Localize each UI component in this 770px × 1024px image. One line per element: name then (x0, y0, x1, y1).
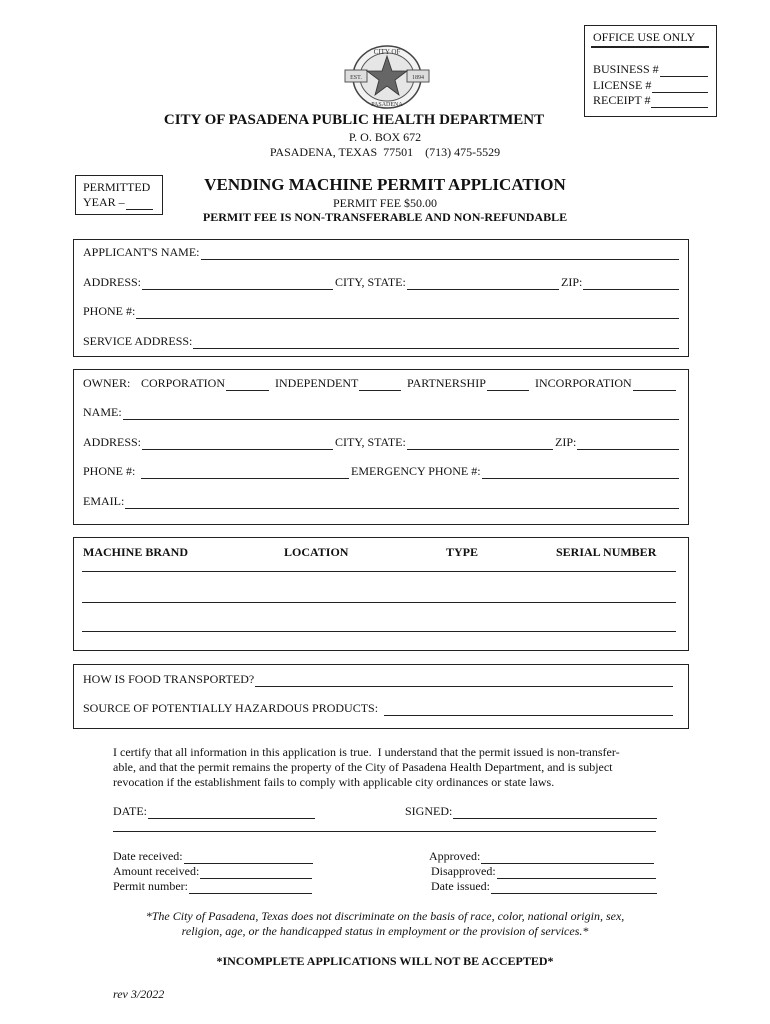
department-address: PASADENA, TEXAS 77501 (713) 475-5529 (269, 145, 501, 159)
permitted-label: PERMITTED (83, 180, 151, 194)
receipt-number-label: RECEIPT # (593, 93, 651, 107)
applicant-section (73, 239, 689, 357)
machine-row-3[interactable] (82, 631, 676, 632)
date-received-field[interactable] (113, 849, 313, 864)
date-issued-field[interactable] (431, 879, 657, 894)
department-title: CITY OF PASADENA PUBLIC HEALTH DEPARTMENT (163, 112, 545, 128)
type-header: TYPE (446, 545, 479, 559)
office-use-box (584, 25, 717, 117)
service-address-label: SERVICE ADDRESS: (83, 334, 193, 348)
disapproved-field[interactable] (431, 864, 656, 879)
seal-est: EST. (350, 75, 362, 81)
owner-zip-field[interactable] (555, 435, 679, 450)
applicant-city-state-field[interactable] (335, 275, 559, 290)
date-issued-label: Date issued: (431, 879, 490, 893)
emergency-phone-label: EMERGENCY PHONE #: (351, 464, 481, 478)
applicant-address-field[interactable] (83, 275, 333, 290)
owner-city-state-label: CITY, STATE: (335, 435, 406, 449)
permitted-year-label: YEAR – (83, 195, 125, 209)
serial-number-header: SERIAL NUMBER (556, 545, 657, 559)
partnership-option[interactable] (407, 376, 529, 391)
license-number-field[interactable] (593, 78, 708, 93)
incorporation-label: INCORPORATION (535, 376, 632, 390)
approved-field[interactable] (429, 849, 654, 864)
business-number-label: BUSINESS # (593, 62, 659, 76)
seal-text-top: CITY OF (373, 48, 401, 56)
date-received-label: Date received: (113, 849, 183, 863)
hazardous-source-label: SOURCE OF POTENTIALLY HAZARDOUS PRODUCTS: (83, 701, 379, 715)
machine-row-1[interactable] (82, 571, 676, 572)
partnership-label: PARTNERSHIP (407, 376, 486, 390)
revision-date: rev 3/2022 (113, 987, 165, 1001)
certify-line-1: I certify that all information in this application is true. I understand that the permit issued is non-transfer- (113, 745, 620, 759)
food-transport-label: HOW IS FOOD TRANSPORTED? (83, 672, 255, 686)
nondiscrimination-line-2: religion, age, or the handicapped status in employment or the provision of services.* (181, 924, 589, 938)
permit-number-field[interactable] (113, 879, 312, 894)
owner-zip-label: ZIP: (555, 435, 577, 449)
applicant-zip-field[interactable] (561, 275, 679, 290)
food-section (73, 664, 689, 729)
signed-label: SIGNED: (405, 804, 453, 818)
food-transport-field[interactable] (83, 672, 673, 687)
seal-year: 1894 (412, 75, 424, 81)
machine-row-2[interactable] (82, 602, 676, 603)
owner-email-field[interactable] (83, 494, 679, 509)
amount-received-field[interactable] (113, 864, 312, 879)
form-title: VENDING MACHINE PERMIT APPLICATION (204, 175, 566, 194)
license-number-label: LICENSE # (593, 78, 652, 92)
applicant-city-state-label: CITY, STATE: (335, 275, 406, 289)
office-divider-line (113, 831, 656, 832)
nondiscrimination-line-1: *The City of Pasadena, Texas does not discriminate on the basis of race, color, national origin, sex, (145, 909, 625, 923)
machine-section (73, 537, 689, 651)
business-number-field[interactable] (593, 62, 708, 77)
service-address-field[interactable] (83, 334, 679, 349)
city-seal-logo (343, 44, 431, 110)
signed-field[interactable] (405, 804, 657, 819)
applicant-phone-field[interactable] (83, 304, 679, 319)
seal-text-bottom: PASADENA (371, 102, 403, 108)
corporation-option[interactable] (141, 376, 269, 391)
owner-phone-field[interactable] (83, 464, 349, 479)
fee-notice: PERMIT FEE IS NON-TRANSFERABLE AND NON-REFUNDABLE (202, 210, 568, 224)
office-use-divider (591, 46, 709, 48)
disapproved-label: Disapproved: (431, 864, 496, 878)
owner-address-field[interactable] (83, 435, 333, 450)
applicant-phone-label: PHONE #: (83, 304, 136, 318)
owner-section (73, 369, 689, 525)
permitted-year-field[interactable] (83, 195, 153, 210)
incomplete-warning: *INCOMPLETE APPLICATIONS WILL NOT BE ACCEPTED* (216, 954, 554, 968)
po-box: P. O. BOX 672 (348, 130, 422, 144)
date-label: DATE: (113, 804, 147, 818)
applicant-address-label: ADDRESS: (83, 275, 142, 289)
permit-fee: PERMIT FEE $50.00 (332, 196, 438, 210)
certify-line-2: able, and that the permit remains the property of the City of Pasadena Health Department, and is subject (113, 760, 613, 774)
hazardous-source-field[interactable] (83, 701, 673, 716)
office-use-title: OFFICE USE ONLY (593, 30, 696, 44)
owner-city-state-field[interactable] (335, 435, 553, 450)
certify-line-3: revocation if the establishment fails to comply with applicable city ordinances or state laws. (113, 775, 555, 789)
machine-brand-header: MACHINE BRAND (83, 545, 188, 559)
owner-email-label: EMAIL: (83, 494, 125, 508)
location-header: LOCATION (284, 545, 349, 559)
owner-name-label: NAME: (83, 405, 122, 419)
owner-phone-label: PHONE #: (83, 464, 136, 478)
receipt-number-field[interactable] (593, 93, 708, 108)
amount-received-label: Amount received: (113, 864, 200, 878)
corporation-label: CORPORATION (141, 376, 226, 390)
owner-label: OWNER: (83, 376, 131, 390)
applicant-name-field[interactable] (83, 245, 679, 260)
incorporation-option[interactable] (535, 376, 676, 391)
emergency-phone-field[interactable] (351, 464, 679, 479)
independent-label: INDEPENDENT (275, 376, 359, 390)
applicant-zip-label: ZIP: (561, 275, 583, 289)
owner-name-field[interactable] (83, 405, 679, 420)
independent-option[interactable] (275, 376, 401, 391)
owner-address-label: ADDRESS: (83, 435, 142, 449)
permit-number-label: Permit number: (113, 879, 188, 893)
applicant-name-label: APPLICANT'S NAME: (83, 245, 200, 259)
approved-label: Approved: (429, 849, 481, 863)
date-field[interactable] (113, 804, 315, 819)
